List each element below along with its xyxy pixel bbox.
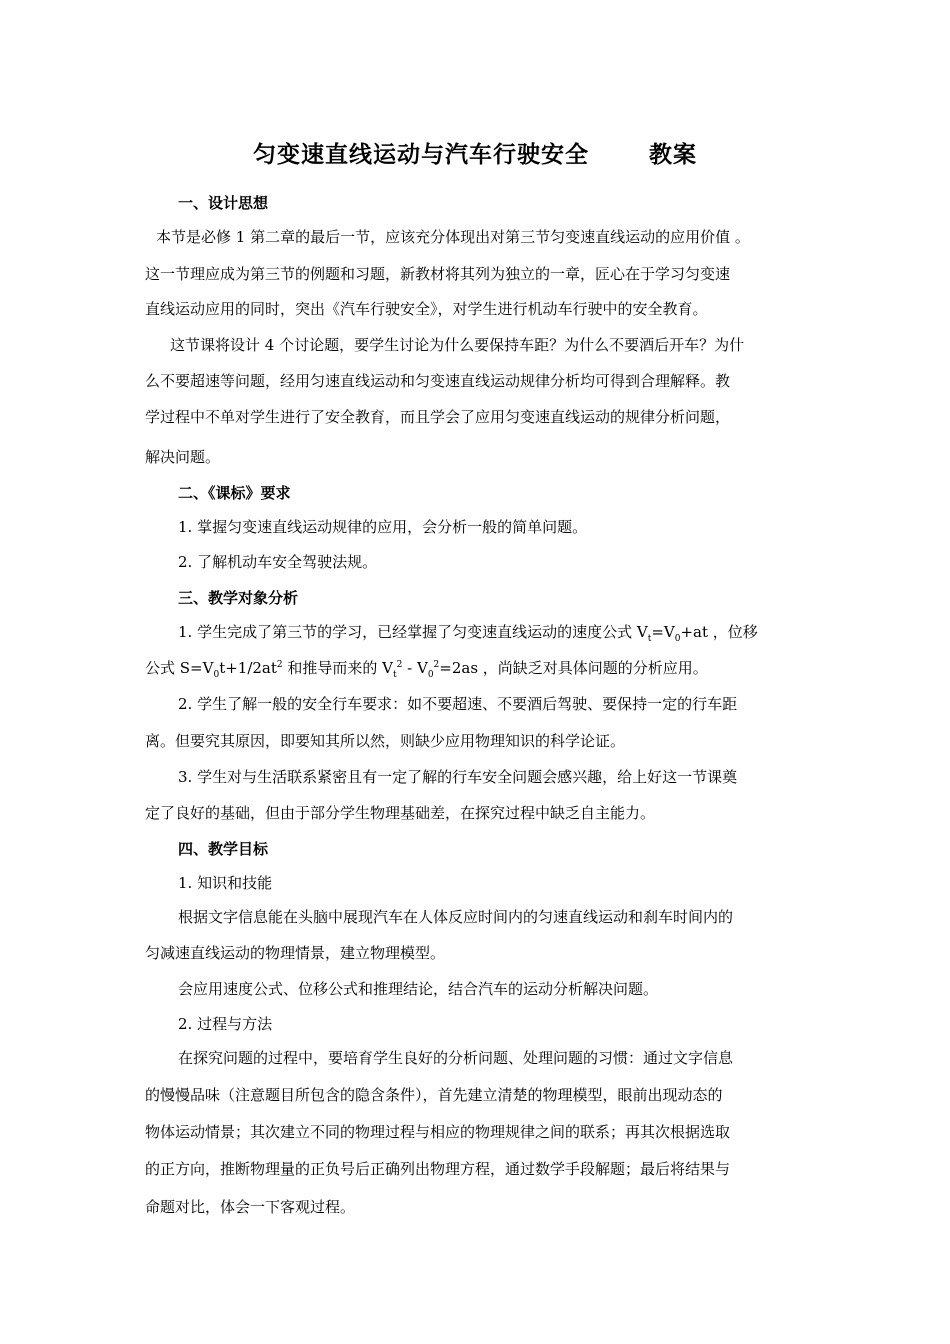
- paragraph-line: 离。但要究其原因，即要知其所以然，则缺少应用物理知识的科学论证。: [145, 732, 626, 750]
- paragraph-line: 匀减速直线运动的物理情景，建立物理模型。: [145, 944, 446, 962]
- paragraph-line: 根据文字信息能在头脑中展现汽车在人体反应时间内的匀速直线运动和刹车时间内的: [178, 908, 734, 926]
- paragraph-line: 解决问题。: [145, 448, 221, 466]
- paragraph-line: 的慢慢品味（注意题目所包含的隐含条件），首先建立清楚的物理模型，眼前出现动态的: [145, 1086, 723, 1104]
- section-heading-objectives: 四、教学目标: [178, 840, 269, 858]
- paragraph-line: 这节课将设计 4 个讨论题，要学生讨论为什么要保持车距？为什么不要酒后开车？为什: [170, 336, 745, 354]
- paragraph-line: 在探究问题的过程中，要培育学生良好的分析问题、处理问题的习惯：通过文字信息: [178, 1049, 734, 1067]
- list-item: 2. 了解机动车安全驾驶法规。: [178, 553, 378, 571]
- paragraph-line-formula: 1. 学生完成了第三节的学习，已经掌握了匀变速直线运动的速度公式 $V_t=V_0+at$ ，位移: [178, 623, 758, 644]
- paragraph-line: 定了良好的基础，但由于部分学生物理基础差，在探究过程中缺乏自主能力。: [145, 804, 656, 822]
- paragraph-line-formula: 公式 $S=V_0t+1/2at^2$ 和推导而来的 $V_t^2 - V_0^2=2as$ ，尚缺乏对具体问题的分析应用。: [145, 659, 708, 680]
- paragraph-line: 的正方向，推断物理量的正负号后正确列出物理方程，通过数学手段解题；最后将结果与: [145, 1160, 731, 1178]
- paragraph-line: 这一节理应成为第三节的例题和习题，新教材将其列为独立的一章，匠心在于学习匀变速: [145, 265, 731, 283]
- section-heading-standards: 二、《课标》要求: [178, 484, 291, 502]
- paragraph-line: 么不要超速等问题，经用匀速直线运动和匀变速直线运动规律分析均可得到合理解释。教: [145, 372, 731, 390]
- document-title: [0, 136, 950, 169]
- section-heading-design: 一、设计思想: [178, 194, 269, 212]
- paragraph-line: 会应用速度公式、位移公式和推理结论，结合汽车的运动分析解决问题。: [178, 980, 659, 998]
- paragraph-line: 本节是必修 1 第二章的最后一节，应该充分体现出对第三节匀变速直线运动的应用价值 。: [156, 228, 750, 246]
- paragraph-line: 3. 学生对与生活联系紧密且有一定了解的行车安全问题会感兴趣，给上好这一节课奠: [178, 768, 738, 786]
- paragraph-line: 命题对比，体会一下客观过程。: [145, 1198, 356, 1216]
- subheading-process: 2. 过程与方法: [178, 1015, 273, 1033]
- title-suffix: 教案: [649, 142, 697, 168]
- paragraph-line: 直线运动应用的同时，突出《汽车行驶安全》，对学生进行机动车行驶中的安全教育。: [145, 300, 708, 318]
- section-heading-students: 三、教学对象分析: [178, 589, 299, 607]
- title-main: 匀变速直线运动与汽车行驶安全: [253, 142, 589, 168]
- list-item: 1. 掌握匀变速直线运动规律的应用，会分析一般的简单问题。: [178, 518, 588, 536]
- paragraph-line: 学过程中不单对学生进行了安全教育，而且学会了应用匀变速直线运动的规律分析问题，: [145, 408, 731, 426]
- subheading-knowledge: 1. 知识和技能: [178, 874, 273, 892]
- paragraph-line: 2. 学生了解一般的安全行车要求：如不要超速、不要酒后驾驶、要保持一定的行车距: [178, 695, 738, 713]
- paragraph-line: 物体运动情景；其次建立不同的物理过程与相应的物理规律之间的联系；再其次根据选取: [145, 1123, 731, 1141]
